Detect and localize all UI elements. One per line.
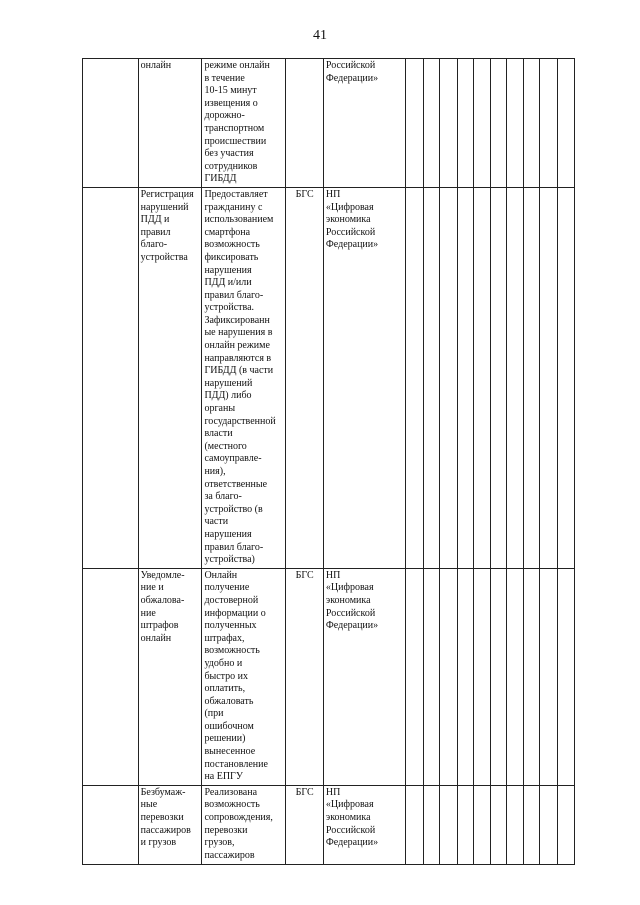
empty-cell [557,187,574,568]
empty-cell [540,568,557,785]
blank-cell [83,59,139,188]
national-project-cell: НП «Цифровая экономика Российской Федерации» [323,187,405,568]
empty-cell [557,568,574,785]
empty-cell [507,187,524,568]
empty-cell [524,785,540,864]
services-table [82,58,575,865]
service-description-cell: Онлайн получение достоверной информации о полученных штрафах, возможность удобно и быстро их оплатить, обжаловать (при ошибочном решении) вынесенное постановление на ЕПГУ [202,568,286,785]
empty-cell [557,59,574,188]
empty-cell [424,785,440,864]
service-name-cell: Уведомле- ние и обжалова- ние штрафов онлайн [138,568,202,785]
service-description-cell: режиме онлайн в течение 10-15 минут извещения о дорожно- транспортном происшествии без участия сотрудников ГИБДД [202,59,286,188]
empty-cell [424,59,440,188]
empty-cell [540,187,557,568]
table-row [83,785,575,864]
empty-cell [424,568,440,785]
empty-cell [507,785,524,864]
table-row [83,568,575,785]
service-type-cell [286,59,323,188]
empty-cell [490,785,506,864]
empty-cell [457,59,473,188]
service-type-cell: БГС [286,785,323,864]
empty-cell [540,785,557,864]
empty-cell [473,59,490,188]
empty-cell [490,59,506,188]
empty-cell [457,568,473,785]
empty-cell [440,59,457,188]
empty-cell [440,785,457,864]
empty-cell [457,187,473,568]
empty-cell [405,59,423,188]
empty-cell [405,785,423,864]
national-project-cell: Российской Федерации» [323,59,405,188]
empty-cell [524,187,540,568]
table-row [83,59,575,188]
empty-cell [540,59,557,188]
service-name-cell: Безбумаж- ные перевозки пассажиров и грузов [138,785,202,864]
service-description-cell: Реализована возможность сопровождения, перевозки грузов, пассажиров [202,785,286,864]
empty-cell [490,187,506,568]
empty-cell [507,59,524,188]
blank-cell [83,785,139,864]
blank-cell [83,187,139,568]
empty-cell [440,187,457,568]
empty-cell [473,568,490,785]
service-name-cell: онлайн [138,59,202,188]
service-type-cell: БГС [286,568,323,785]
empty-cell [473,187,490,568]
empty-cell [524,59,540,188]
empty-cell [440,568,457,785]
service-description-cell: Предоставляет гражданину с использованием смартфона возможность фиксировать нарушения ПДД и/или правил благо- устройства. Зафиксированн ые нарушения в онлайн режиме направляются в ГИБДД (в части нарушений ПДД) либо органы государственной власти (местного самоуправле- ния), ответственные за благо- устройство (в части нарушения правил благо- устройства) [202,187,286,568]
empty-cell [557,785,574,864]
empty-cell [524,568,540,785]
table-row [83,187,575,568]
empty-cell [405,568,423,785]
empty-cell [457,785,473,864]
national-project-cell: НП «Цифровая экономика Российской Федерации» [323,785,405,864]
service-name-cell: Регистрация нарушений ПДД и правил благо- устройства [138,187,202,568]
service-type-cell: БГС [286,187,323,568]
empty-cell [424,187,440,568]
empty-cell [490,568,506,785]
national-project-cell: НП «Цифровая экономика Российской Федерации» [323,568,405,785]
blank-cell [83,568,139,785]
empty-cell [473,785,490,864]
empty-cell [405,187,423,568]
page-number: 41 [313,28,327,43]
empty-cell [507,568,524,785]
